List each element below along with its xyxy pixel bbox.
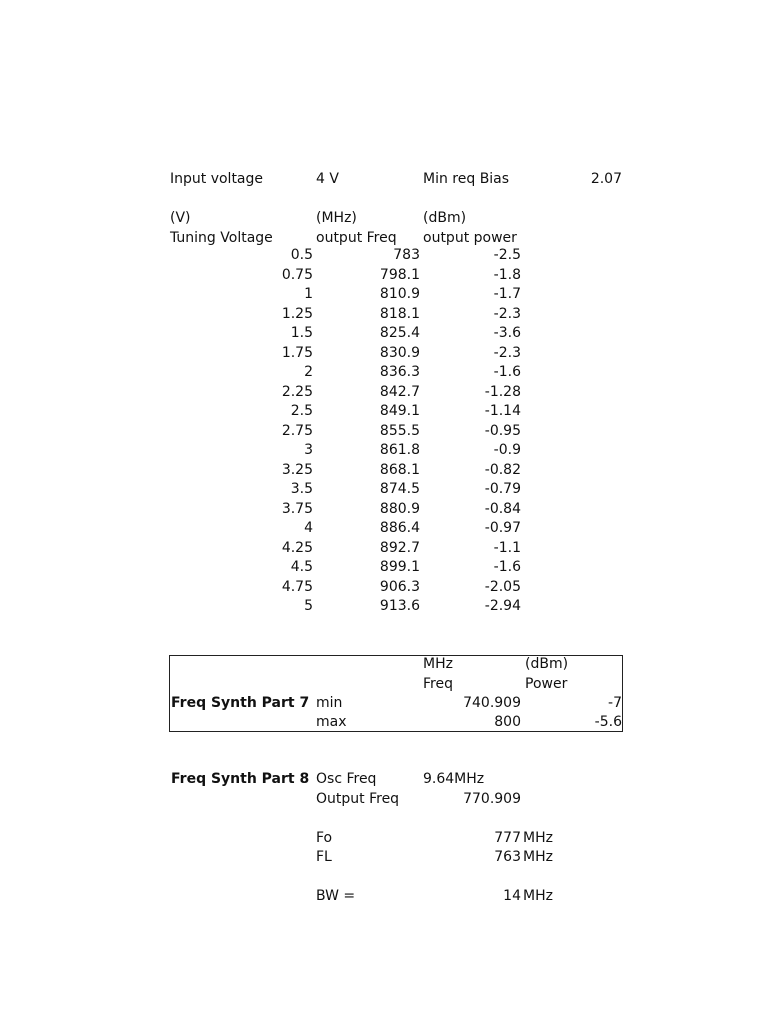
output-freq-cell: 798.1	[379, 266, 420, 283]
output-power-cell: -3.6	[493, 325, 521, 341]
part7-power-header: Power	[525, 676, 568, 692]
bw-unit: MHz	[523, 888, 553, 904]
output-freq-cell: 825.4	[379, 325, 420, 341]
output-power-cell: -2.5	[493, 247, 521, 263]
output-power-cell: -1.7	[493, 286, 521, 302]
output-freq-cell: 899.1	[379, 559, 420, 575]
output-freq-label: Output Freq	[316, 791, 400, 807]
output-power-cell: -0.9	[493, 442, 521, 458]
output-freq-cell: 861.8	[379, 442, 420, 458]
osc-freq-label: Osc Freq	[316, 771, 377, 787]
output-power-cell: -1.14	[484, 403, 521, 419]
output-freq-cell: 818.1	[379, 305, 420, 322]
part7-min-label: min	[316, 695, 343, 711]
tuning-voltage-cell: 0.5	[290, 247, 313, 263]
output-freq-value: 770.909	[463, 791, 521, 807]
fo-label: Fo	[316, 830, 333, 846]
output-freq-cell: 855.5	[379, 422, 420, 439]
bw-label: BW =	[316, 888, 356, 904]
output-freq-cell: 874.5	[379, 481, 420, 497]
part7-max-label: max	[316, 714, 347, 730]
output-power-cell: -0.95	[484, 422, 521, 439]
part7-dbm-unit: (dBm)	[525, 656, 569, 672]
tuning-voltage-cell: 1	[304, 286, 313, 302]
output-freq-cell: 842.7	[379, 383, 420, 400]
part7-title: Freq Synth Part 7	[171, 695, 310, 711]
output-freq-cell: 830.9	[379, 344, 420, 361]
output-power-cell: -2.05	[484, 578, 521, 595]
output-power-cell: -0.84	[484, 500, 521, 517]
output-power-cell: -1.6	[493, 364, 521, 380]
input-voltage-value: 4 V	[316, 171, 339, 187]
output-freq-cell: 849.1	[379, 403, 420, 419]
col-output-power: output power	[423, 230, 517, 246]
output-freq-cell: 810.9	[379, 286, 420, 302]
tuning-voltage-cell: 0.75	[281, 266, 313, 283]
tuning-voltage-cell: 4	[304, 520, 313, 536]
output-freq-cell: 892.7	[379, 539, 420, 556]
tuning-voltage-cell: 2.75	[281, 422, 313, 439]
output-freq-cell: 836.3	[379, 364, 420, 380]
unit-mhz: (MHz)	[316, 210, 357, 226]
input-voltage-label: Input voltage	[170, 171, 264, 187]
tuning-voltage-cell: 3.25	[281, 461, 313, 478]
bw-value: 14	[503, 888, 521, 904]
tuning-voltage-cell: 4.25	[281, 539, 313, 556]
output-freq-cell: 886.4	[379, 520, 420, 536]
part7-mhz-unit: MHz	[423, 656, 453, 672]
unit-volts: (V)	[170, 210, 191, 226]
output-power-cell: -1.6	[493, 559, 521, 575]
output-power-cell: -0.79	[484, 481, 521, 497]
osc-freq-value: 9.64MHz	[423, 771, 485, 787]
col-tuning-voltage: Tuning Voltage	[170, 230, 273, 246]
tuning-voltage-cell: 3.75	[281, 500, 313, 517]
part7-max-freq: 800	[494, 714, 521, 730]
tuning-voltage-cell: 2.25	[281, 383, 313, 400]
tuning-voltage-cell: 3.5	[290, 481, 313, 497]
fo-value: 777	[494, 830, 521, 846]
output-freq-cell: 906.3	[379, 578, 420, 595]
unit-dbm: (dBm)	[423, 210, 467, 226]
tuning-voltage-cell: 2.5	[290, 403, 313, 419]
part7-min-freq: 740.909	[463, 695, 521, 711]
output-freq-cell: 783	[393, 247, 420, 263]
tuning-voltage-cell: 2	[304, 364, 313, 380]
col-output-freq: output Freq	[316, 230, 397, 246]
tuning-voltage-cell: 4.75	[281, 578, 313, 595]
part7-min-power: -7	[608, 695, 622, 711]
fo-unit: MHz	[523, 830, 553, 846]
min-req-bias-label: Min req Bias	[423, 171, 510, 187]
output-power-cell: -0.82	[484, 461, 521, 478]
tuning-voltage-cell: 1.75	[281, 344, 313, 361]
output-power-cell: -2.94	[484, 598, 521, 614]
tuning-voltage-cell: 1.5	[290, 325, 313, 341]
output-power-cell: -2.3	[493, 344, 521, 361]
output-freq-cell: 868.1	[379, 461, 420, 478]
output-power-cell: -0.97	[484, 520, 521, 536]
part7-freq-header: Freq	[423, 676, 453, 692]
output-power-cell: -1.1	[493, 539, 521, 556]
min-req-bias-value: 2.07	[590, 171, 622, 187]
output-freq-cell: 880.9	[379, 500, 420, 517]
tuning-voltage-cell: 1.25	[281, 305, 313, 322]
part7-max-power: -5.6	[594, 714, 622, 730]
tuning-voltage-cell: 5	[304, 598, 313, 614]
tuning-voltage-cell: 3	[304, 442, 313, 458]
part8-title: Freq Synth Part 8	[171, 771, 310, 787]
tuning-voltage-cell: 4.5	[290, 559, 313, 575]
output-power-cell: -1.28	[484, 383, 521, 400]
output-power-cell: -1.8	[493, 266, 521, 283]
output-power-cell: -2.3	[493, 305, 521, 322]
fl-value: 763	[494, 849, 521, 865]
fl-unit: MHz	[523, 849, 553, 865]
output-freq-cell: 913.6	[379, 598, 420, 614]
fl-label: FL	[316, 849, 332, 865]
